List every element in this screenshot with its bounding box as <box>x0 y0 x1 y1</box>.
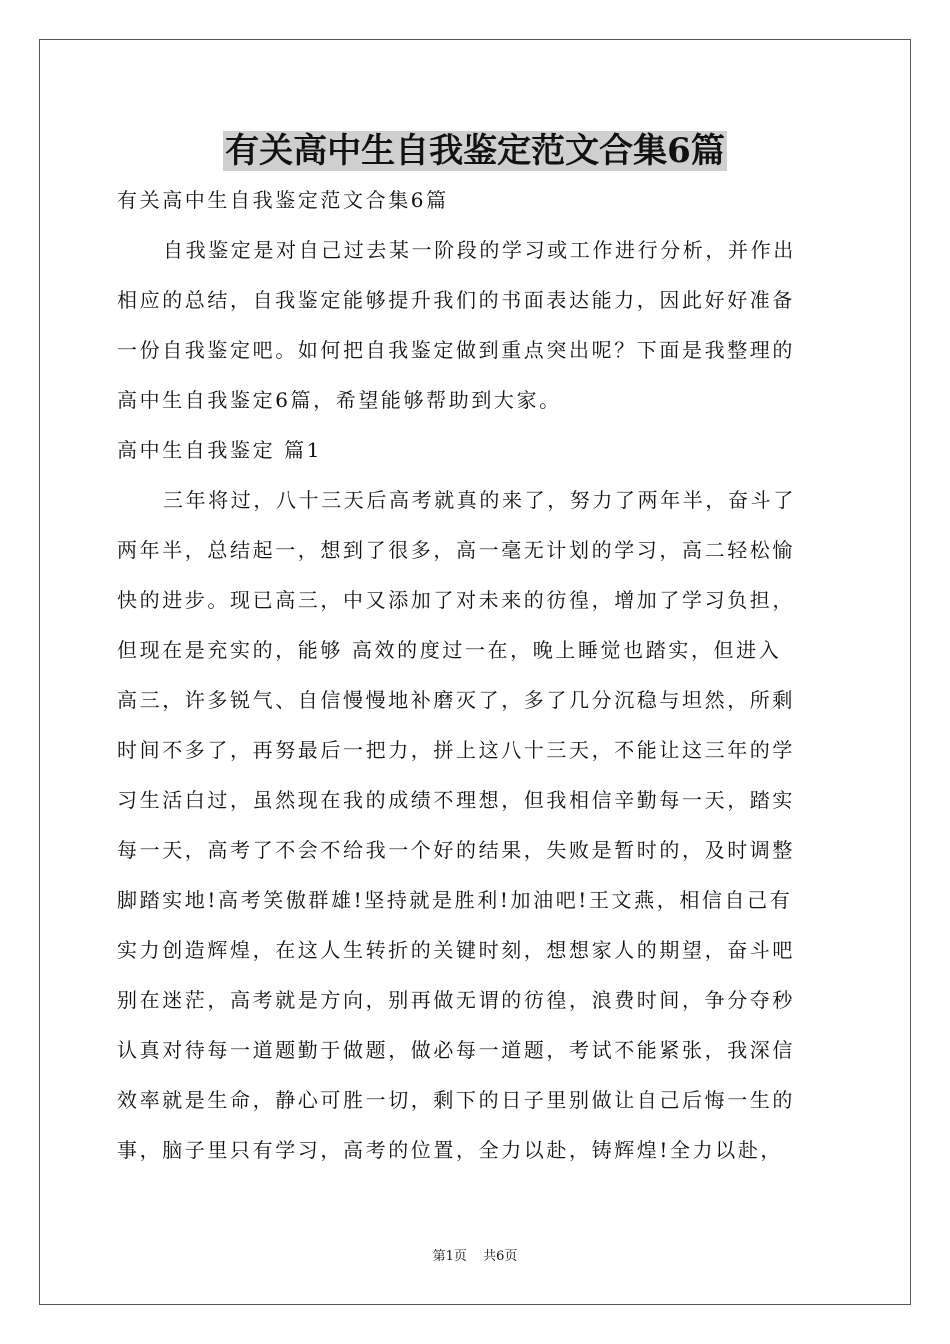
text-line: 事，脑子里只有学习，高考的位置，全力以赴，铸辉煌!全力以赴， <box>117 1138 784 1162</box>
document-body <box>117 175 833 1175</box>
text-line: 高中生自我鉴定6篇，希望能够帮助到大家。 <box>117 388 562 412</box>
text-line: 效率就是生命，静心可胜一切，剩下的日子里别做让自己后悔一生的 <box>117 1088 795 1112</box>
text-line: 别在迷茫，高考就是方向，别再做无谓的彷徨，浪费时间，争分夺秒 <box>117 988 795 1012</box>
text-line: 实力创造辉煌，在这人生转折的关键时刻，想想家人的期望，奋斗吧 <box>117 938 795 962</box>
text-line: 时间不多了，再努最后一把力，拼上这八十三天，不能让这三年的学 <box>117 738 795 762</box>
page-number: 第1页 <box>432 1249 467 1264</box>
text-line: 一份自我鉴定吧。如何把自我鉴定做到重点突出呢？下面是我整理的 <box>117 338 795 362</box>
text-line: 但现在是充实的，能够 高效的度过一在，晚上睡觉也踏实，但进入 <box>117 638 782 662</box>
text-line: 相应的总结，自我鉴定能够提升我们的书面表达能力，因此好好准备 <box>117 288 795 312</box>
page-footer <box>0 1248 950 1266</box>
text-line: 高中生自我鉴定 篇1 <box>117 438 323 462</box>
text-line: 有关高中生自我鉴定范文合集6篇 <box>117 188 449 212</box>
text-line: 习生活白过，虽然现在我的成绩不理想，但我相信辛勤每一天，踏实 <box>117 788 795 812</box>
text-line: 脚踏实地!高考笑傲群雄!坚持就是胜利!加油吧!王文燕，相信自己有 <box>117 888 793 912</box>
document-title-text: 有关高中生自我鉴定范文合集6篇 <box>225 131 725 171</box>
page-total: 共6页 <box>483 1249 518 1264</box>
text-line: 高三，许多锐气、自信慢慢地补磨灭了，多了几分沉稳与坦然，所剩 <box>117 688 795 712</box>
text-line: 每一天，高考了不会不给我一个好的结果，失败是暂时的，及时调整 <box>117 838 795 862</box>
text-line: 两年半，总结起一，想到了很多，高一毫无计划的学习，高二轻松愉 <box>117 538 795 562</box>
text-line: 自我鉴定是对自己过去某一阶段的学习或工作进行分析，并作出 <box>163 238 796 262</box>
document-title <box>0 124 950 178</box>
text-line: 三年将过，八十三天后高考就真的来了，努力了两年半，奋斗了 <box>163 488 796 512</box>
text-line: 认真对待每一道题勤于做题，做必每一道题，考试不能紧张，我深信 <box>117 1038 795 1062</box>
text-line: 快的进步。现已高三，中又添加了对未来的彷徨，增加了学习负担， <box>117 588 795 612</box>
